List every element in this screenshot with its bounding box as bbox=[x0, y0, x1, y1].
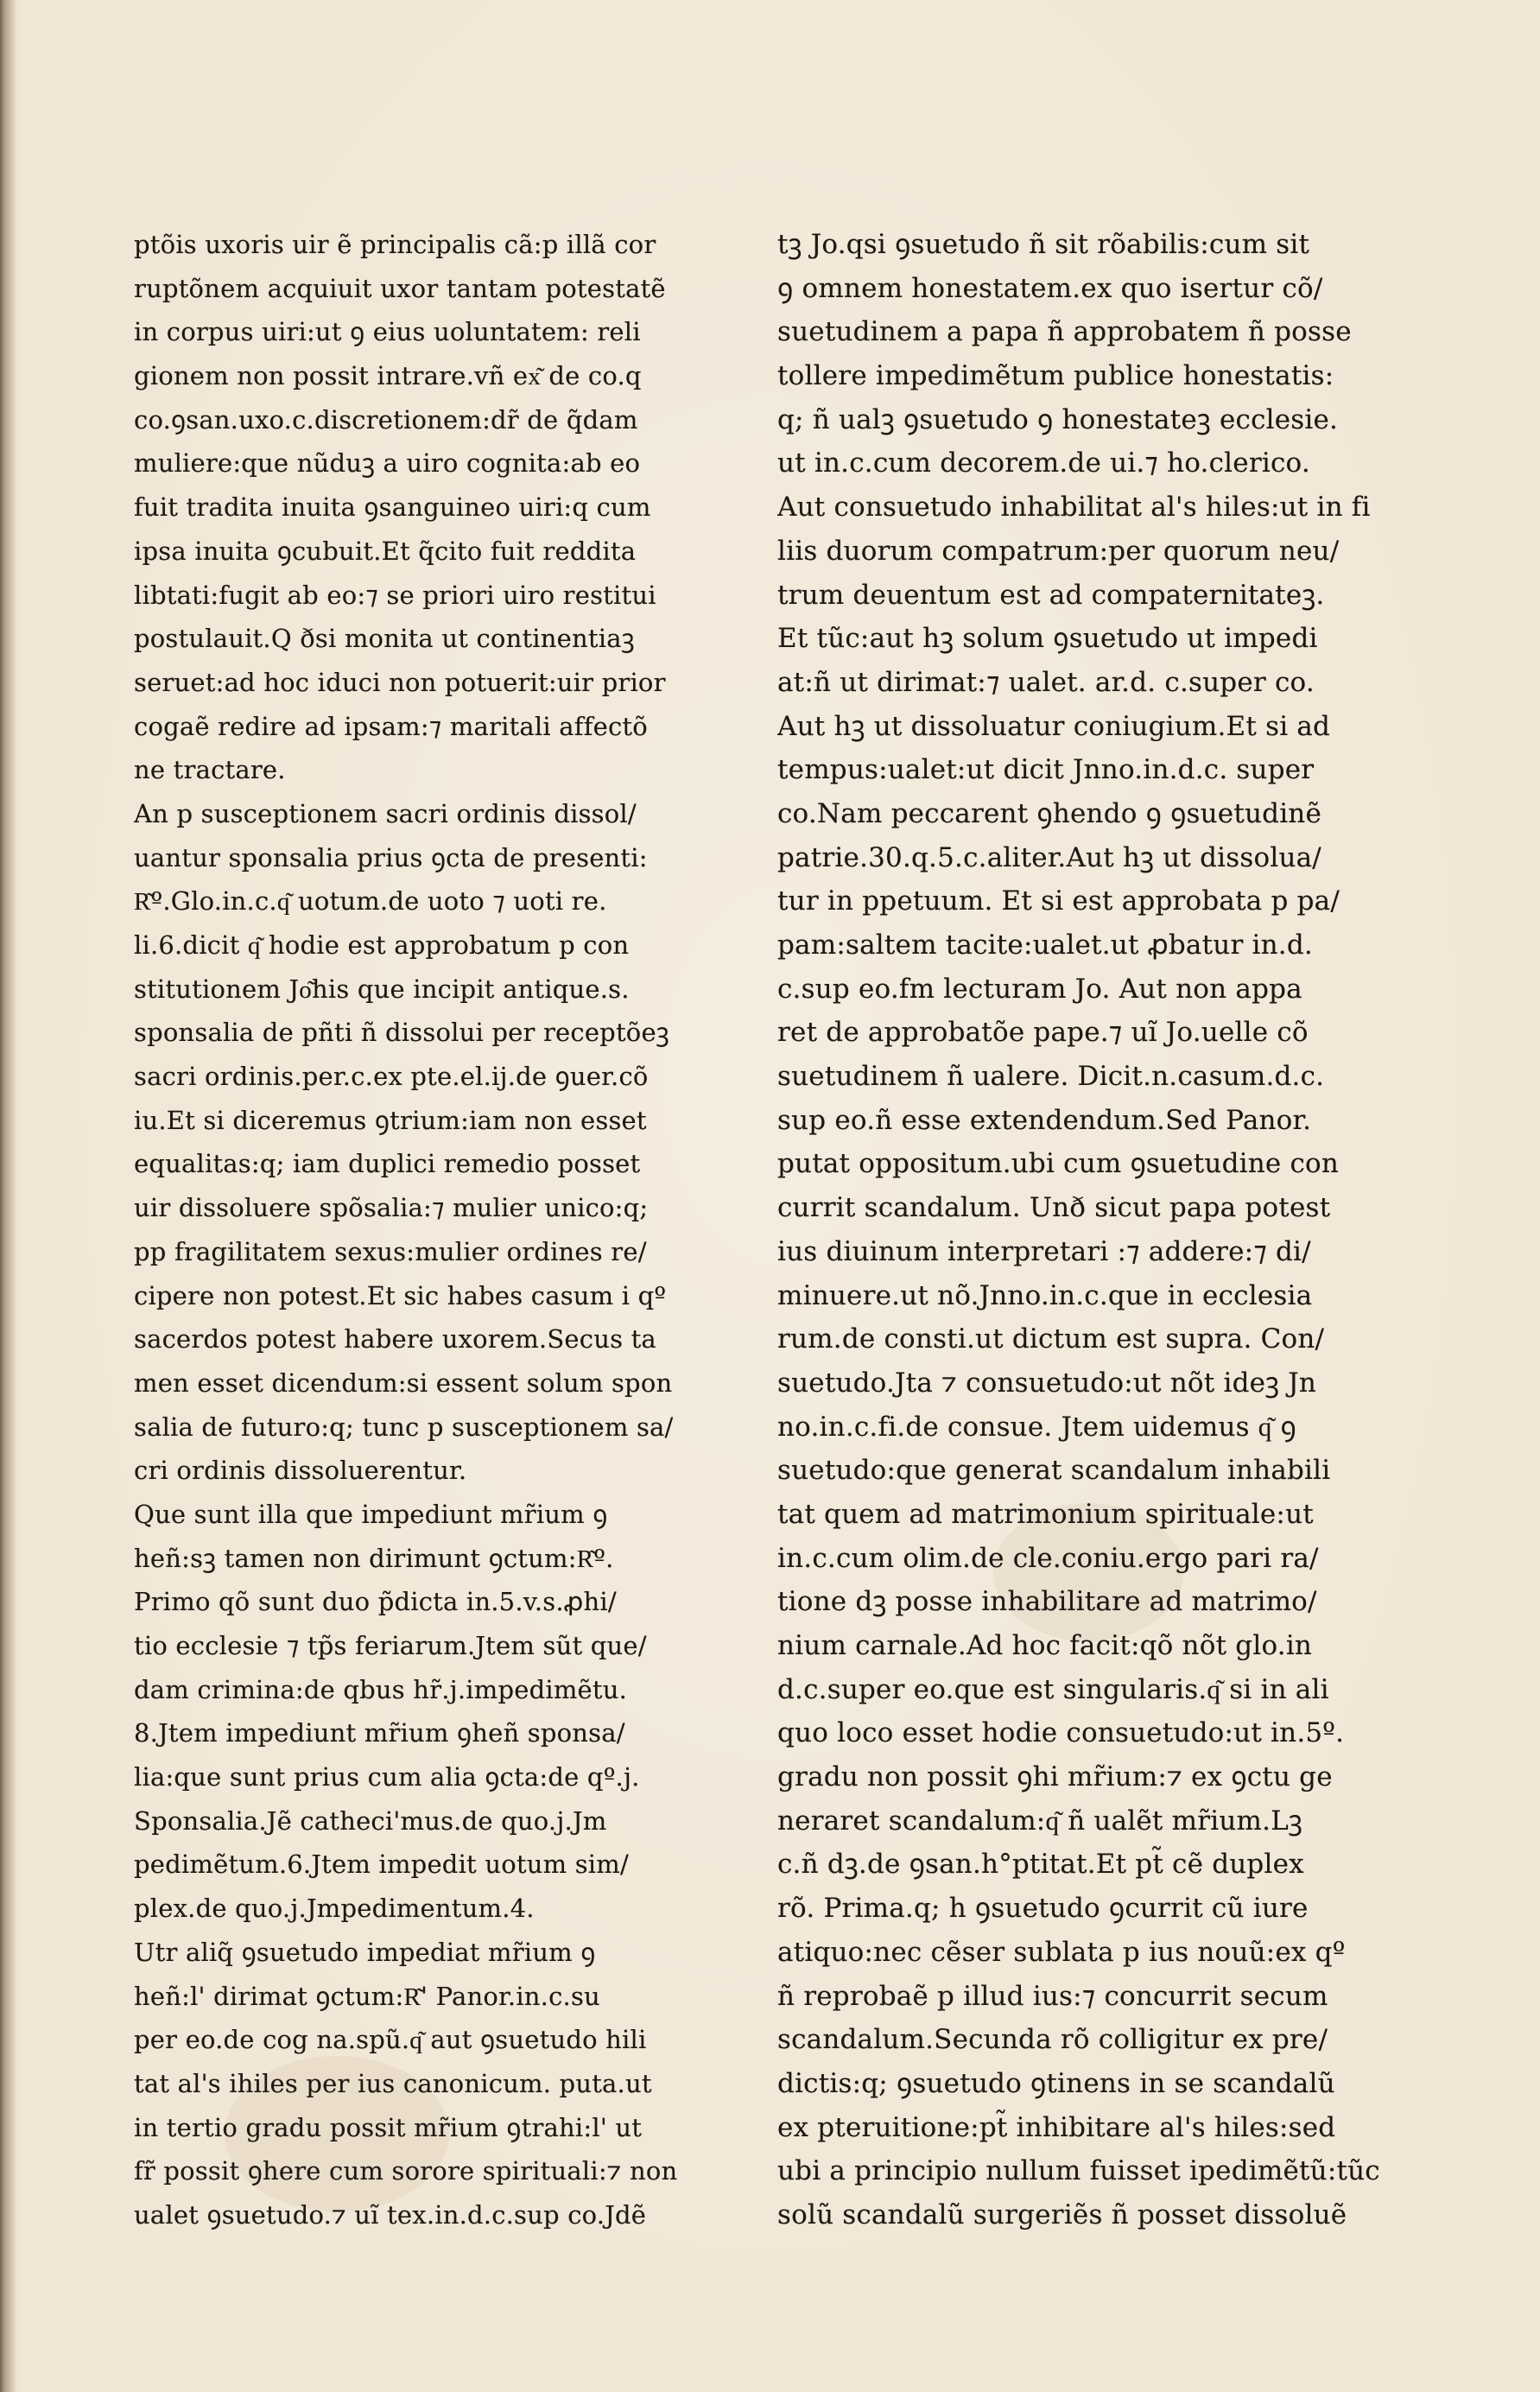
text-line: sacerdos potest habere uxorem.Secus ta bbox=[134, 1324, 656, 1355]
text-line: ñ reprobaẽ p illud ius:⁊ concurrit secum bbox=[777, 1980, 1328, 2012]
text-line: ꝯ omnem honestatem.ex quo isertur cõ/ bbox=[777, 272, 1323, 304]
text-line: ubi a principio nullum fuisset ipedimẽtũ:tũc bbox=[777, 2155, 1380, 2187]
text-line: per eo.de cog na.spũ.q͂ aut ꝯsuetudo hili bbox=[134, 2025, 647, 2055]
text-line: suetudinem a papa ñ approbatem ñ posse bbox=[777, 316, 1352, 348]
text-line: 8.Jtem impediunt mr̃ium ꝯheñ sponsa/ bbox=[134, 1718, 625, 1748]
text-line: heñ:l' dirimat ꝯctum:R͂' Panor.in.c.su bbox=[134, 1981, 600, 2011]
left-text-column bbox=[134, 223, 747, 2237]
text-line: minuere.ut nõ.Jnno.in.c.que in ecclesia bbox=[777, 1279, 1313, 1311]
text-line: uantur sponsalia prius ꝯcta de presenti: bbox=[134, 842, 648, 872]
text-line: pam:saltem tacite:ualet.ut ꝓbatur in.d. bbox=[777, 930, 1313, 961]
text-line: fr̃ possit ꝯhere cum sorore spirituali:⁊ non bbox=[134, 2156, 678, 2186]
text-line: Que sunt illa que impediunt mr̃ium ꝯ bbox=[134, 1499, 608, 1529]
text-line: nium carnale.Ad hoc facit:qõ nõt glo.in bbox=[777, 1630, 1313, 1661]
text-line: lia:que sunt prius cum alia ꝯcta:de qº.j. bbox=[134, 1762, 640, 1792]
text-line: ius diuinum interpretari :⁊ addere:⁊ di/ bbox=[777, 1235, 1311, 1267]
text-line: tur in ppetuum. Et si est approbata p pa/ bbox=[777, 885, 1340, 917]
text-line: suetudo.Jta ⁊ consuetudo:ut nõt ideꝫ Jn bbox=[777, 1367, 1317, 1399]
text-line: at:ñ ut dirimat:⁊ ualet. ar.d. c.super co. bbox=[777, 666, 1315, 698]
text-line: salia de futuro:q; tunc p susceptionem sa/ bbox=[134, 1412, 674, 1442]
text-line: suetudinem ñ ualere. Dicit.n.casum.d.c. bbox=[777, 1061, 1325, 1093]
text-line: heñ:sꝫ tamen non dirimunt ꝯctum:R͂º. bbox=[134, 1543, 614, 1573]
text-line: sponsalia de pñti ñ dissolui per receptõeꝫ bbox=[134, 1018, 669, 1048]
text-line: gradu non possit ꝯhi mr̃ium:⁊ ex ꝯctu ge bbox=[777, 1761, 1333, 1793]
text-line: no.in.c.fi.de consue. Jtem uidemus q͂ ꝯ bbox=[777, 1411, 1296, 1443]
right-text-column bbox=[777, 223, 1416, 2237]
text-line: tꝫ Jo.qsi ꝯsuetudo ñ sit rõabilis:cum sit bbox=[777, 229, 1310, 260]
text-line: rõ. Prima.q; h ꝯsuetudo ꝯcurrit cũ iure bbox=[777, 1893, 1309, 1925]
text-line: patrie.30.q.5.c.aliter.Aut hꝫ ut dissolua/ bbox=[777, 841, 1321, 873]
text-line: co.Nam peccarent ꝯhendo ꝯ ꝯsuetudinẽ bbox=[777, 797, 1322, 829]
text-line: gionem non possit intrare.vñ ex͂ de co.q bbox=[134, 361, 642, 391]
text-line: seruet:ad hoc iduci non potuerit:uir prior bbox=[134, 667, 666, 697]
text-line: atiquo:nec cẽser sublata p ius nouũ:ex qº bbox=[777, 1936, 1346, 1968]
text-line: Et tũc:aut hꝫ solum ꝯsuetudo ut impedi bbox=[777, 623, 1318, 655]
text-line: ex pteruitione:pt̃ inhibitare al's hiles:sed bbox=[777, 2111, 1336, 2143]
binding-gutter bbox=[0, 0, 16, 2392]
text-line: cri ordinis dissoluerentur. bbox=[134, 1456, 467, 1486]
text-line: liis duorum compatrum:per quorum neu/ bbox=[777, 535, 1340, 567]
text-line: R͂º.Glo.in.c.q͂ uotum.de uoto ⁊ uoti re. bbox=[134, 886, 607, 917]
text-line: quo loco esset hodie consuetudo:ut in.5º. bbox=[777, 1717, 1345, 1749]
text-line: ualet ꝯsuetudo.⁊ uĩ tex.in.d.c.sup co.Jdẽ bbox=[134, 2199, 647, 2230]
text-line: li.6.dicit q͂ hodie est approbatum p con bbox=[134, 930, 630, 960]
text-line: cipere non potest.Et sic habes casum i qº bbox=[134, 1280, 667, 1310]
text-line: sup eo.ñ esse extendendum.Sed Panor. bbox=[777, 1104, 1312, 1136]
text-line: in.c.cum olim.de cle.coniu.ergo pari ra/ bbox=[777, 1542, 1319, 1574]
text-line: Aut hꝫ ut dissoluatur coniugium.Et si ad bbox=[777, 710, 1331, 742]
text-line: men esset dicendum:si essent solum spon bbox=[134, 1367, 673, 1398]
text-line: Aut consuetudo inhabilitat al's hiles:ut in fi bbox=[777, 492, 1371, 523]
text-line: solũ scandalũ surgeriẽs ñ posset dissoluẽ bbox=[777, 2198, 1347, 2230]
text-line: equalitas:q; iam duplici remedio posset bbox=[134, 1149, 641, 1179]
text-line: pedimẽtum.6.Jtem impedit uotum sim/ bbox=[134, 1850, 629, 1880]
text-line: Sponsalia.Jẽ catheci'mus.de quo.j.Jm bbox=[134, 1805, 607, 1836]
text-line: co.ꝯsan.uxo.c.discretionem:dr̃ de q̃dam bbox=[134, 404, 638, 435]
text-line: Utr aliq̃ ꝯsuetudo impediat mr̃ium ꝯ bbox=[134, 1937, 596, 1967]
text-line: iu.Et si diceremus ꝯtrium:iam non esset bbox=[134, 1105, 647, 1135]
text-line: c.sup eo.fm lecturam Jo. Aut non appa bbox=[777, 973, 1302, 1005]
text-line: q; ñ ualꝫ ꝯsuetudo ꝯ honestateꝫ ecclesie. bbox=[777, 403, 1339, 435]
text-line: cogaẽ redire ad ipsam:⁊ maritali affectõ bbox=[134, 711, 648, 741]
text-line: scandalum.Secunda rõ colligitur ex pre/ bbox=[777, 2024, 1328, 2056]
text-line: Primo qõ sunt duo p̃dicta in.5.v.s.ꝓhi/ bbox=[134, 1587, 617, 1617]
text-line: tione dꝫ posse inhabilitare ad matrimo/ bbox=[777, 1586, 1317, 1618]
text-line: libtati:fugit ab eo:⁊ se priori uiro restitui bbox=[134, 580, 656, 610]
text-line: ret de approbatõe pape.⁊ uĩ Jo.uelle cõ bbox=[777, 1017, 1309, 1049]
text-line: trum deuentum est ad compaternitateꝫ. bbox=[777, 579, 1325, 611]
text-line: ptõis uxoris uir ẽ principalis cã:p illã cor bbox=[134, 230, 656, 259]
text-line: in tertio gradu possit mr̃ium ꝯtrahi:l' ut bbox=[134, 2112, 643, 2142]
text-line: currit scandalum. Unð sicut papa potest bbox=[777, 1192, 1331, 1224]
text-line: c.ñ dꝫ.de ꝯsan.h°ptitat.Et pt̃ cẽ duplex bbox=[777, 1849, 1304, 1881]
text-line: in corpus uiri:ut ꝯ eius uoluntatem: reli bbox=[134, 317, 641, 347]
text-line: d.c.super eo.que est singularis.q͂ si in ali bbox=[777, 1673, 1329, 1705]
text-line: uir dissoluere spõsalia:⁊ mulier unico:q; bbox=[134, 1193, 649, 1223]
text-line: putat oppositum.ubi cum ꝯsuetudine con bbox=[777, 1148, 1340, 1180]
text-line: rum.de consti.ut dictum est supra. Con/ bbox=[777, 1323, 1325, 1355]
text-line: ruptõnem acquiuit uxor tantam potestatẽ bbox=[134, 273, 666, 303]
text-line: suetudo:que generat scandalum inhabili bbox=[777, 1455, 1331, 1487]
text-line: sacri ordinis.per.c.ex pte.el.ij.de ꝯuer.cõ bbox=[134, 1062, 649, 1092]
text-line: ipsa inuita ꝯcubuit.Et q̃cito fuit reddita bbox=[134, 536, 637, 566]
text-line: plex.de quo.j.Jmpedimentum.4. bbox=[134, 1894, 535, 1924]
text-line: fuit tradita inuita ꝯsanguineo uiri:q cum bbox=[134, 492, 651, 523]
text-line: dam crimina:de qbus hr̃.j.impedimẽtu. bbox=[134, 1674, 628, 1704]
text-line: tollere impedimẽtum publice honestatis: bbox=[777, 360, 1334, 392]
text-line: tio ecclesie ⁊ tp̃s feriarum.Jtem sũt que/ bbox=[134, 1631, 647, 1660]
text-line: tat quem ad matrimonium spirituale:ut bbox=[777, 1498, 1314, 1530]
text-line: ut in.c.cum decorem.de ui.⁊ ho.clerico. bbox=[777, 447, 1310, 479]
text-line: tempus:ualet:ut dicit Jnno.in.d.c. super bbox=[777, 754, 1315, 786]
text-line: stitutionem Jo͂his que incipit antique.s. bbox=[134, 974, 630, 1004]
text-line: pp fragilitatem sexus:mulier ordines re/ bbox=[134, 1236, 647, 1266]
text-line: tat al's ihiles per ius canonicum. puta.ut bbox=[134, 2068, 652, 2098]
text-line: neraret scandalum:q͂ ñ ualẽt mr̃ium.Lꝫ bbox=[777, 1805, 1303, 1837]
text-line: An p susceptionem sacri ordinis dissol/ bbox=[134, 798, 637, 828]
text-line: muliere:que nũduꝫ a uiro cognita:ab eo bbox=[134, 448, 641, 479]
text-line: ne tractare. bbox=[134, 755, 286, 785]
text-line: postulauit.Q ðsi monita ut continentiaꝫ bbox=[134, 624, 635, 654]
text-line: dictis:q; ꝯsuetudo ꝯtinens in se scandalũ bbox=[777, 2067, 1335, 2099]
